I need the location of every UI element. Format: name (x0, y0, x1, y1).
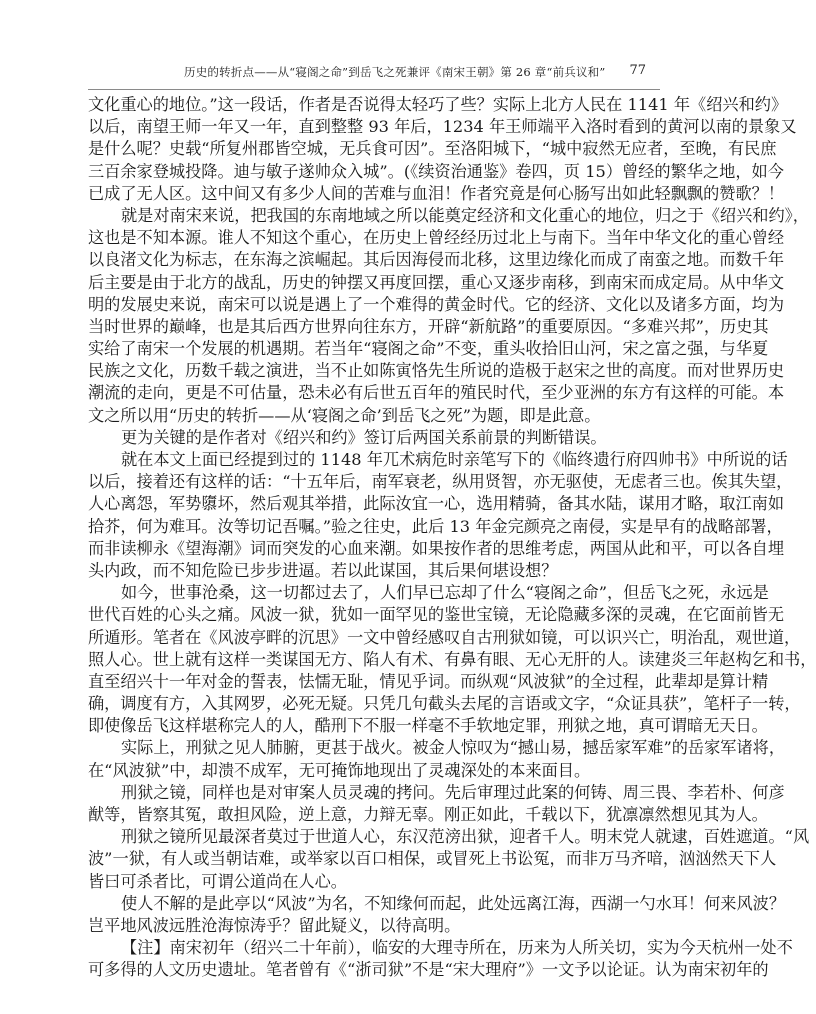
text-line: 波”一狱，有人或当朝诘难，或举家以百口相保，或冒死上书讼冤，而非万马齐喑，汹汹然天下人 (88, 849, 777, 869)
text-line: 以后，接着还有这样的话：“十五年后，南军衰老，纵用贤智，亦无驱使，无虑者三也。俟其失望， (88, 472, 793, 492)
text-line: 已成了无人区。这中间又有多少人间的苦难与血泪！作者究竟是何心肠写出如此轻飘飘的赞歌？！ (88, 183, 785, 203)
text-line: 更为关键的是作者对《绍兴和约》签订后两国关系前景的判断错误。 (121, 427, 607, 447)
text-line: 以良渚文化为标志，在东海之滨崛起。其后因海侵而北移，这里边缘化而成了南蛮之地。而数千年 (88, 250, 785, 270)
page-header (88, 64, 660, 84)
text-line: 这也是不知本源。谁人不知这个重心，在历史上曾经经历过北上与南下。当年中华文化的重心曾经 (88, 228, 785, 248)
text-line: 三百余家登城投降。迪与敏子遂帅众入城”。(《续资治通鉴》卷四，页 15）曾经的繁华之地，如今 (88, 161, 784, 181)
text-line: 【注】南宋初年（绍兴二十年前），临安的大理寺所在，历来为人所关切，实为今天杭州一处不 (121, 938, 793, 958)
text-line: 刑狱之镜所见最深者莫过于世道人心，东汉范滂出狱，迎者千人。明末党人就逮，百姓遮道。“风 (121, 827, 810, 847)
running-title: 历史的转折点——从“寝阁之命”到岳飞之死兼评《南宋王朝》第 26 章“前兵议和” (184, 65, 606, 79)
text-line: 可多得的人文历史遗址。笔者曾有《“浙司狱”不是“宋大理府”》一文予以论证。认为南宋初年的 (88, 960, 769, 980)
text-line: 后主要是由于北方的战乱，历史的钟摆又再度回摆，重心又逐步南移，到南宋而成定局。从中华文 (88, 272, 785, 292)
text-line: 以后，南望王师一年又一年，直到整整 93 年后，1234 年王师端平入洛时看到的黄河以南的景象又 (88, 117, 797, 137)
text-line: 就在本文上面已经提到过的 1148 年兀术病危时亲笔写下的《临终遗行府四帅书》中所说的话 (121, 450, 788, 469)
text-line: 照人心。世上就有这样一类谋国无方、陷人有术、有鼻有眼、无心无肝的人。读建炎三年赵构乞和书， (88, 649, 816, 669)
text-line: 即使像岳飞这样堪称完人的人，酷刑下不服一样毫不手软地定罪，刑狱之地，真可谓暗无天日。 (88, 716, 768, 736)
text-line: 世代百姓的心头之痛。风波一狱，犹如一面罕见的鉴世宝镜，无论隐藏多深的灵魂，在它面前皆无 (88, 605, 785, 625)
text-line: 头内政，而不知危险已步步进逼。若以此谋国，其后果何堪设想？ (88, 560, 558, 580)
text-line: 如今，世事沧桑，这一切都过去了，人们早已忘却了什么“寝阁之命”，但岳飞之死，永远是 (121, 583, 769, 603)
text-line: 实给了南宋一个发展的机遇期。若当年“寝阁之命”不变，重头收拾旧山河，宋之富之强，与华夏 (88, 339, 769, 359)
body-text (88, 94, 816, 982)
text-line: 而非读柳永《望海潮》词而突发的心血来潮。如果按作者的思维考虑，两国从此和平，可以各自埋 (88, 538, 785, 558)
text-line: 猷等，皆察其冤，敢担风险，逆上意，力辩无辜。刚正如此，千载以下，犹凛凛然想见其为人。 (88, 805, 768, 824)
header-divider (88, 89, 660, 90)
text-line: 皆曰可杀者比，可谓公道尚在人心。 (88, 871, 347, 891)
text-line: 就是对南宋来说，把我国的东南地域之所以能奠定经济和文化重心的地位，归之于《绍兴和约》， (121, 205, 809, 225)
text-line: 拾芥，何为难耳。汝等切记吾嘱。”验之往史，此后 13 年金完颜亮之南侵，实是早有的战略部署， (88, 516, 783, 536)
text-line: 人心离怨，军势隳坏，然后观其举措，此际汝宜一心，选用精骑，备其水陆，谋用才略，取江南如 (88, 494, 785, 514)
text-line: 民族之文化，历数千载之演进，当不止如陈寅恪先生所说的造极于赵宋之世的高度。而对世界历史 (88, 361, 785, 381)
text-line: 使人不解的是此亭以“风波”为名，不知缘何而起，此处远离江海，西湖一勺水耳！何来风波？ (121, 893, 786, 913)
text-line: 潮流的走向，更是不可估量，恐未必有后世五百年的殖民时代，至少亚洲的东方有这样的可能。本 (88, 383, 785, 403)
text-line: 在“风波狱”中，却溃不成军，无可掩饰地现出了灵魂深处的本来面目。 (88, 760, 591, 780)
text-line: 实际上，刑狱之见人肺腑，更甚于战火。被金人惊叹为“撼山易，撼岳家军难”的岳家军诸将， (121, 738, 786, 758)
text-line: 岂平地风波远胜沧海惊涛乎？留此疑义，以待高明。 (88, 915, 461, 935)
text-line: 所遁形。笔者在《风波亭畔的沉思》一文中曾经感叹自古刑狱如镜，可以识兴亡，明治乱，观世道， (88, 627, 801, 647)
text-line: 文之所以用“历史的转折——从‘寝阁之命’到岳飞之死”为题，即是此意。 (88, 405, 601, 425)
text-line: 直至绍兴十一年对金的誓表，怯懦无耻，情见乎词。而纵观“风波狱”的全过程，此辈却是算计精 (88, 671, 769, 691)
text-line: 刑狱之镜，同样也是对审案人员灵魂的拷问。先后审理过此案的何铸、周三畏、李若朴、何彦 (121, 782, 785, 802)
text-line: 是什么呢？史载“所复州郡皆空城，无兵食可因”。至洛阳城下，“城中寂然无应者，至晚，有民庶 (88, 139, 777, 159)
text-line: 确，调度有方，入其网罗，必死无疑。只凭几句截头去尾的言语或文字，“众证具获”，笔杆子一转， (88, 694, 801, 714)
text-line: 明的发展史来说，南宋可以说是遇上了一个难得的黄金时代。它的经济、文化以及诸多方面，均为 (88, 294, 785, 314)
text-line: 当时世界的巅峰，也是其后西方世界向往东方，开辟“新航路”的重要原因。“多难兴邦”，历史其 (88, 316, 769, 336)
text-line: 文化重心的地位。”这一段话，作者是否说得太轻巧了些？实际上北方人民在 1141 年《绍兴和约》 (88, 95, 788, 114)
page-number: 77 (629, 63, 646, 78)
